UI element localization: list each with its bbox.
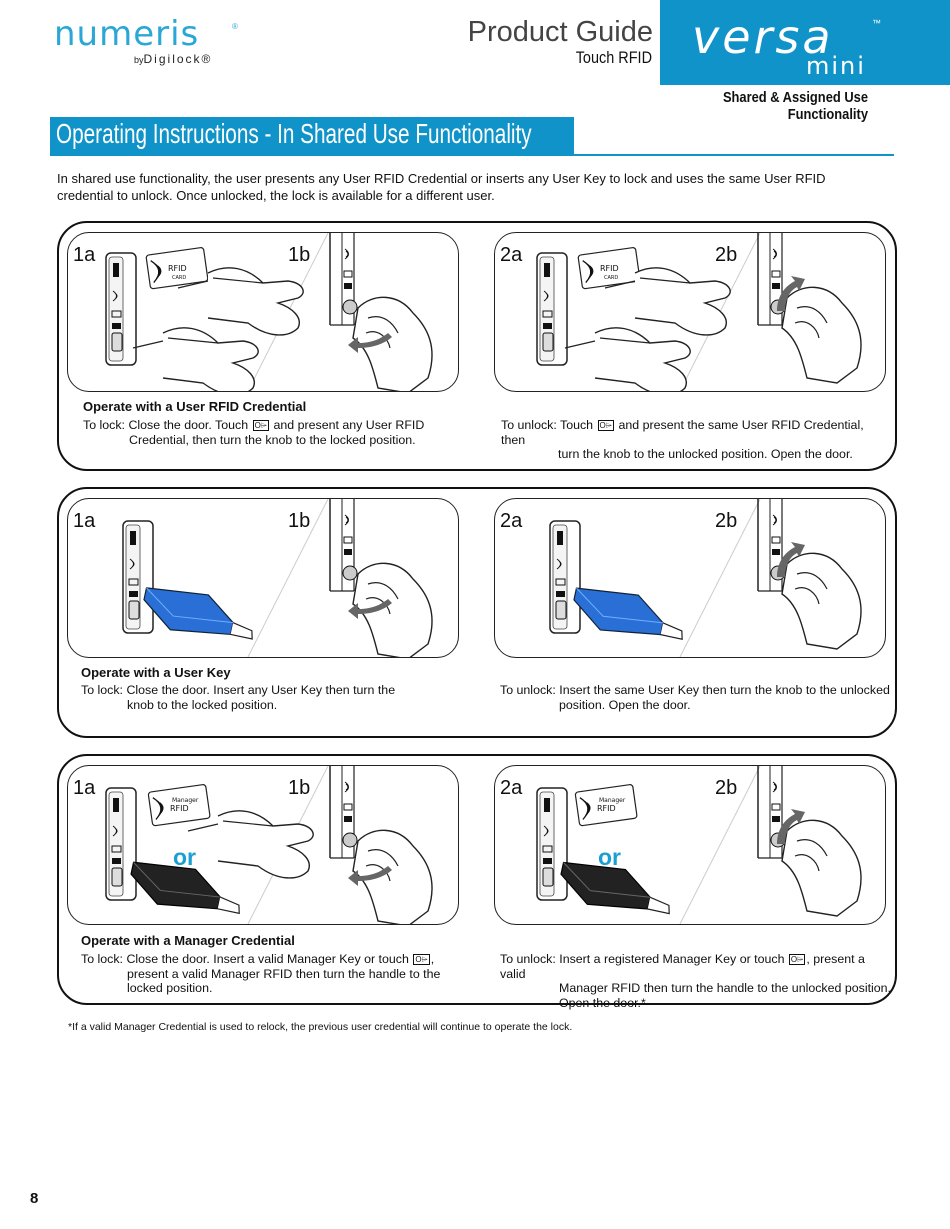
unlock-instructions: To unlock: Insert a registered Manager Key or touch O⌲ , present a valid Manager RFID then turn the handle to the unlocked position. Open the door.* <box>500 952 892 1010</box>
guide-title: Product Guide <box>467 16 653 48</box>
lock-illustration-2 <box>495 233 885 391</box>
functionality-label: Shared & Assigned Use Functionality <box>722 89 868 123</box>
guide-subtitle: Touch RFID <box>575 48 652 67</box>
step-2a: 2a <box>500 510 523 532</box>
key-icon: O⌲ <box>599 421 613 430</box>
step-2a: 2a <box>500 777 523 799</box>
step-1b: 1b <box>288 510 311 532</box>
panel-manager-credential <box>57 754 897 1010</box>
step-1b: 1b <box>288 777 311 799</box>
brand-mini: mini <box>806 52 866 80</box>
key-icon: O⌲ <box>790 955 804 964</box>
illustration-lock-rfid <box>67 232 459 392</box>
step-1a: 1a <box>73 244 96 266</box>
illustration-unlock-key <box>494 498 886 658</box>
step-2b: 2b <box>715 244 738 266</box>
key-icon: O⌲ <box>254 421 268 430</box>
illustration-unlock-manager <box>494 765 886 925</box>
illustration-unlock-rfid <box>494 232 886 392</box>
card-label-card-2: CARD <box>604 275 619 281</box>
illustration-lock-key <box>67 498 459 658</box>
versa-logo: versa <box>692 10 834 64</box>
step-1b: 1b <box>288 244 311 266</box>
logo-registered-mark: ® <box>232 22 238 31</box>
panel-title: Operate with a User Key <box>81 665 231 680</box>
step-1a: 1a <box>73 777 96 799</box>
step-2b: 2b <box>715 777 738 799</box>
digilock-sublogo: byDigilock® <box>134 52 213 66</box>
page-number: 8 <box>30 1190 39 1207</box>
step-1a: 1a <box>73 510 96 532</box>
card-label-rfid: RFID <box>168 264 187 273</box>
card-label-manager-2: Manager <box>599 797 626 804</box>
card-label-rfid-3: RFID <box>170 804 189 813</box>
lock-illustration-4 <box>495 499 885 657</box>
lock-illustration-3 <box>68 499 458 657</box>
panel-user-key <box>57 487 897 738</box>
lock-illustration-1 <box>68 233 458 391</box>
lock-instructions: To lock: Close the door. Insert any User Key then turn the knob to the locked position. <box>81 683 396 712</box>
unlock-instructions: To unlock: Insert the same User Key then turn the knob to the unlocked position. Open the door. <box>500 683 890 712</box>
card-label-manager: Manager <box>172 797 199 804</box>
card-label-rfid-4: RFID <box>597 804 616 813</box>
brand-trademark: ™ <box>872 18 881 28</box>
lock-illustration-5 <box>68 766 458 924</box>
illustration-lock-manager <box>67 765 459 925</box>
step-2a: 2a <box>500 244 523 266</box>
panel-title: Operate with a Manager Credential <box>81 933 295 948</box>
section-title: Operating Instructions - In Shared Use Functionality <box>56 118 532 149</box>
or-label: or <box>598 844 621 870</box>
card-label-rfid-2: RFID <box>600 264 619 273</box>
numeris-logo: numeris <box>54 14 200 54</box>
panel-title: Operate with a User RFID Credential <box>83 399 307 414</box>
card-label-card: CARD <box>172 275 187 281</box>
unlock-instructions: To unlock: Touch O⌲ and present the same User RFID Credential, then turn the knob to the unlocked position. Open the door. <box>501 418 864 461</box>
lock-illustration-6 <box>495 766 885 924</box>
intro-paragraph: In shared use functionality, the user presents any User RFID Credential or inserts any User Key to lock and uses the same User RFID credential to unlock. Once unlocked, the lock is available for a different user. <box>57 171 826 203</box>
lock-instructions: To lock: Close the door. Touch O⌲ and present any User RFID Credential, then turn the knob to the locked position. <box>83 418 425 447</box>
panel-user-rfid <box>57 221 897 471</box>
section-rule <box>50 154 894 156</box>
footnote: *If a valid Manager Credential is used to relock, the previous user credential will continue to operate the lock. <box>68 1021 573 1033</box>
key-icon: O⌲ <box>415 955 428 964</box>
step-2b: 2b <box>715 510 738 532</box>
lock-instructions: To lock: Close the door. Insert a valid Manager Key or touch O⌲ , present a valid Manager RFID then turn the handle to the locked position. <box>81 952 441 995</box>
or-label: or <box>173 844 196 870</box>
